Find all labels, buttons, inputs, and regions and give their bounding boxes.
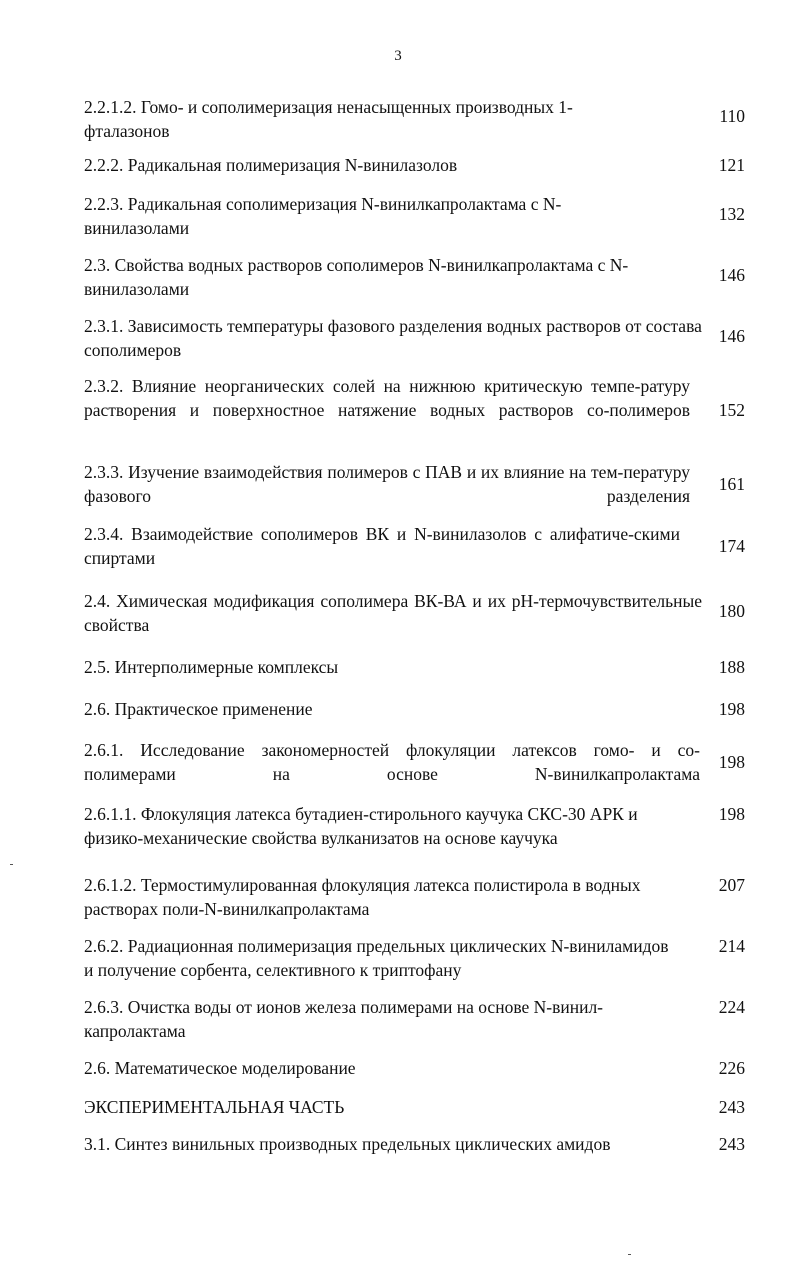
toc-entry-title: 2.6. Математическое моделирование <box>84 1058 356 1078</box>
page-number: 3 <box>394 48 402 64</box>
toc-entry-title: 2.6.1.2. Термостимулированная флокуляция латекса полистирола в водных растворах поли-N-винилкапролактама <box>84 875 641 919</box>
toc-entry-title: 2.2.2. Радикальная полимеризация N-винилазолов <box>84 155 458 175</box>
toc-entry-title: 2.2.3. Радикальная сополимеризация N-винилкапролактама с N-винилазолами <box>84 194 562 238</box>
toc-entry-title: 2.3.2. Влияние неорганических солей на нижнюю критическую темпе-ратуру растворения и поверхностное натяжение водных растворов со-полимеров <box>84 376 690 420</box>
toc-entry-page: 146 <box>718 265 745 285</box>
toc-entry-page: 121 <box>718 155 745 175</box>
toc-entry-title: 2.3.1. Зависимость температуры фазового разделения водных растворов от состава сополимеров <box>84 316 702 360</box>
toc-entry-page: 226 <box>718 1058 745 1078</box>
toc-entry-title: 3.1. Синтез винильных производных предельных циклических амидов <box>84 1134 611 1154</box>
scan-mark <box>10 864 13 865</box>
toc-entry-page: 188 <box>718 657 745 677</box>
toc-entry-page: 110 <box>719 106 745 126</box>
toc-entry-page: 198 <box>718 804 745 824</box>
toc-entry-page: 243 <box>718 1097 745 1117</box>
scan-mark <box>628 1254 631 1255</box>
toc-entry-title: 2.6.1.1. Флокуляция латекса бутадиен-стирольного каучука СКС-30 АРК и физико-механические свойства вулканизатов на основе каучука <box>84 804 638 848</box>
toc-entry-page: 198 <box>718 699 745 719</box>
toc-entry-title: ЭКСПЕРИМЕНТАЛЬНАЯ ЧАСТЬ <box>84 1097 345 1117</box>
toc-entry-title: 2.6. Практическое применение <box>84 699 313 719</box>
toc-entry-page: 180 <box>718 601 745 621</box>
toc-entry-title: 2.6.1. Исследование закономерностей флокуляции латексов гомо- и со-полимерами на основе N-винилкапролактама <box>84 740 700 784</box>
toc-entry-page: 214 <box>718 936 745 956</box>
toc-entry-title: 2.5. Интерполимерные комплексы <box>84 657 339 677</box>
toc-entry-page: 243 <box>718 1134 745 1154</box>
toc-entry-page: 224 <box>718 997 745 1017</box>
toc-entry-title: 2.2.1.2. Гомо- и сополимеризация ненасыщенных производных 1-фталазонов <box>84 97 573 141</box>
toc-entry-title: 2.3.4. Взаимодействие сополимеров ВК и N-винилазолов с алифатиче-скими спиртами <box>84 524 680 568</box>
toc-entry-title: 2.3.3. Изучение взаимодействия полимеров с ПАВ и их влияние на тем-пературу фазового разделения <box>84 462 690 506</box>
toc-entry-page: 174 <box>718 536 745 556</box>
toc-entry-title: 2.6.2. Радиационная полимеризация предельных циклических N-виниламидов и получение сорбента, селективного к триптофану <box>84 936 669 980</box>
toc-entry-page: 132 <box>718 204 745 224</box>
toc-entry-page: 161 <box>718 474 745 494</box>
toc-entry-page: 146 <box>718 326 745 346</box>
toc-entry-title: 2.3. Свойства водных растворов сополимеров N-винилкапролактама с N-винилазолами <box>84 255 629 299</box>
toc-entry-page: 152 <box>718 400 745 420</box>
toc-entry-page: 207 <box>718 875 745 895</box>
toc-entry-page: 198 <box>718 752 745 772</box>
toc-entry-title: 2.4. Химическая модификация сополимера ВК-ВА и их рН-термочувствительные свойства <box>84 591 702 635</box>
toc-entry-title: 2.6.3. Очистка воды от ионов железа полимерами на основе N-винил-капролактама <box>84 997 604 1041</box>
